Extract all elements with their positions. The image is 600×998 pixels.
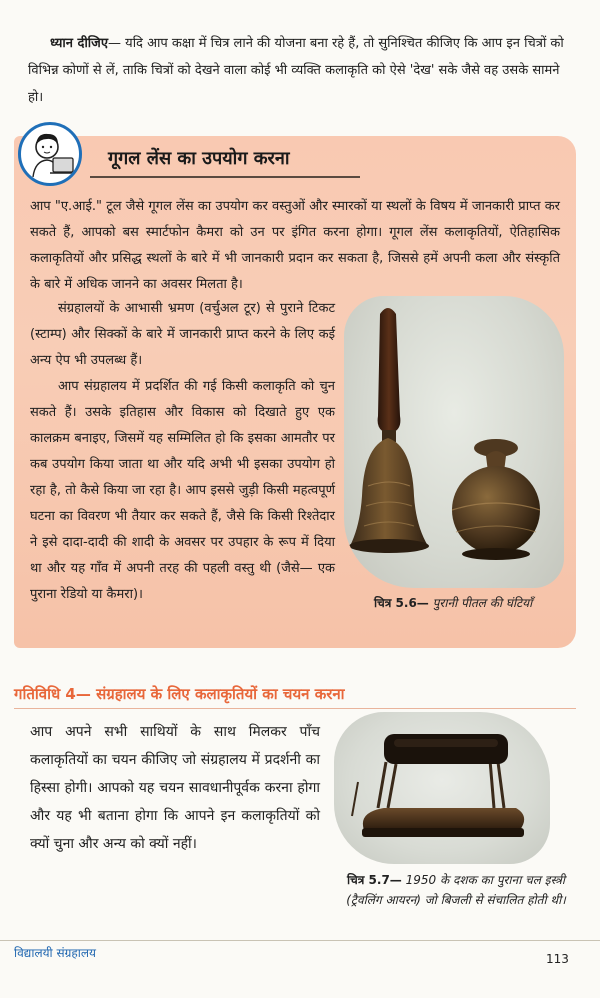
figure-5-7-label: चित्र 5.7— xyxy=(347,873,402,887)
figure-5-6-caption xyxy=(374,594,532,611)
student-laptop-avatar-icon xyxy=(18,122,82,186)
activity-4-title: गतिविधि 4— संग्रहालय के लिए कलाकृतियों का चयन करना xyxy=(14,685,345,703)
brass-bells-photo xyxy=(344,296,564,588)
title-underline xyxy=(90,176,360,178)
timeline-paragraph: आप संग्रहालय में प्रदर्शित की गई किसी कलाकृति को चुन सकते हैं। उसके इतिहास और विकास को दिखाते हुए एक कालक्रम बनाइए, जिसमें यह सम्मिलित हो कि इसका आमतौर पर कब उपयोग किया जाता था और यदि अभी भी इसका उपयोग हो रहा है, तो कैसे किया जा रहा है। आप इससे जुड़ी किसी महत्वपूर्ण घटना का विवरण भी तैयार कर सकते हैं, जैसे कि किसी रिश्तेदार ने इसे दादा-दादी की शादी के अवसर पर उपहार के रूप में दिया था और यह गाँव में अपनी तरह की पहली वस्तु थी (जैसे— एक पुराना रेडियो या कैमरा)। xyxy=(30,379,335,602)
figure-5-7-text: 1950 के दशक का पुराना चल इस्त्री (ट्रैवलिंग आयरन) जो बिजली से संचालित होती थी। xyxy=(346,873,566,907)
google-lens-body xyxy=(30,296,335,608)
google-lens-title: गूगल लेंस का उपयोग करना xyxy=(108,148,290,169)
figure-5-6-label: चित्र 5.6— xyxy=(374,596,429,610)
figure-5-6-text: पुरानी पीतल की घंटियाँ xyxy=(428,596,533,610)
attention-note-body: — यदि आप कक्षा में चित्र लाने की योजना बना रहे हैं, तो सुनिश्चित कीजिए कि आप इन चित्रों को विभिन्न कोणों से लें, ताकि चित्रों को देखने वाला कोई भी व्यक्ति कलाकृति को ऐसे 'देख' सके जैसे वह उसके सामने हो। xyxy=(28,36,564,105)
figure-5-7-caption xyxy=(340,870,572,910)
google-lens-intro: आप "ए.आई." टूल जैसे गूगल लेंस का उपयोग कर वस्तुओं और स्मारकों या स्थलों के विषय में जानकारी प्राप्त कर सकते हैं, आपको बस स्मार्टफोन कैमरा को उन पर इंगित करना होगा। गूगल लेंस कलाकृतियों, ऐतिहासिक कलाकृतियों और प्रसिद्ध स्थलों के बारे में भी जानकारी प्रदान कर सकता है, जिससे हमें अपनी कला और संस्कृति के बारे में अधिक जानने का अवसर मिलता है। xyxy=(30,199,560,292)
travelling-iron-photo xyxy=(334,712,550,864)
book-title-footer: विद्यालयी संग्रहालय xyxy=(14,946,96,960)
attention-note-text xyxy=(28,30,576,111)
page-number: 113 xyxy=(546,952,569,966)
activity-4-text: आप अपने सभी साथियों के साथ मिलकर पाँच कलाकृतियों का चयन कीजिए जो संग्रहालय में प्रदर्शनी का हिस्सा होगी। आपको यह चयन सावधानीपूर्वक करना होगा और यह भी बताना होगा कि आपने इन कलाकृतियों को क्यों चुना और अन्य को क्यों नहीं। xyxy=(30,724,320,852)
activity-divider xyxy=(14,708,576,709)
virtual-tour-paragraph: संग्रहालयों के आभासी भ्रमण (वर्चुअल टूर) से पुराने टिकट (स्टाम्प) और सिक्कों के बारे में जानकारी प्राप्त करने के लिए कई अन्य ऐप भी उपलब्ध हैं। xyxy=(30,301,335,368)
attention-note-label: ध्यान दीजिए xyxy=(50,36,109,51)
attention-note xyxy=(28,30,576,111)
footer-divider xyxy=(0,940,600,941)
